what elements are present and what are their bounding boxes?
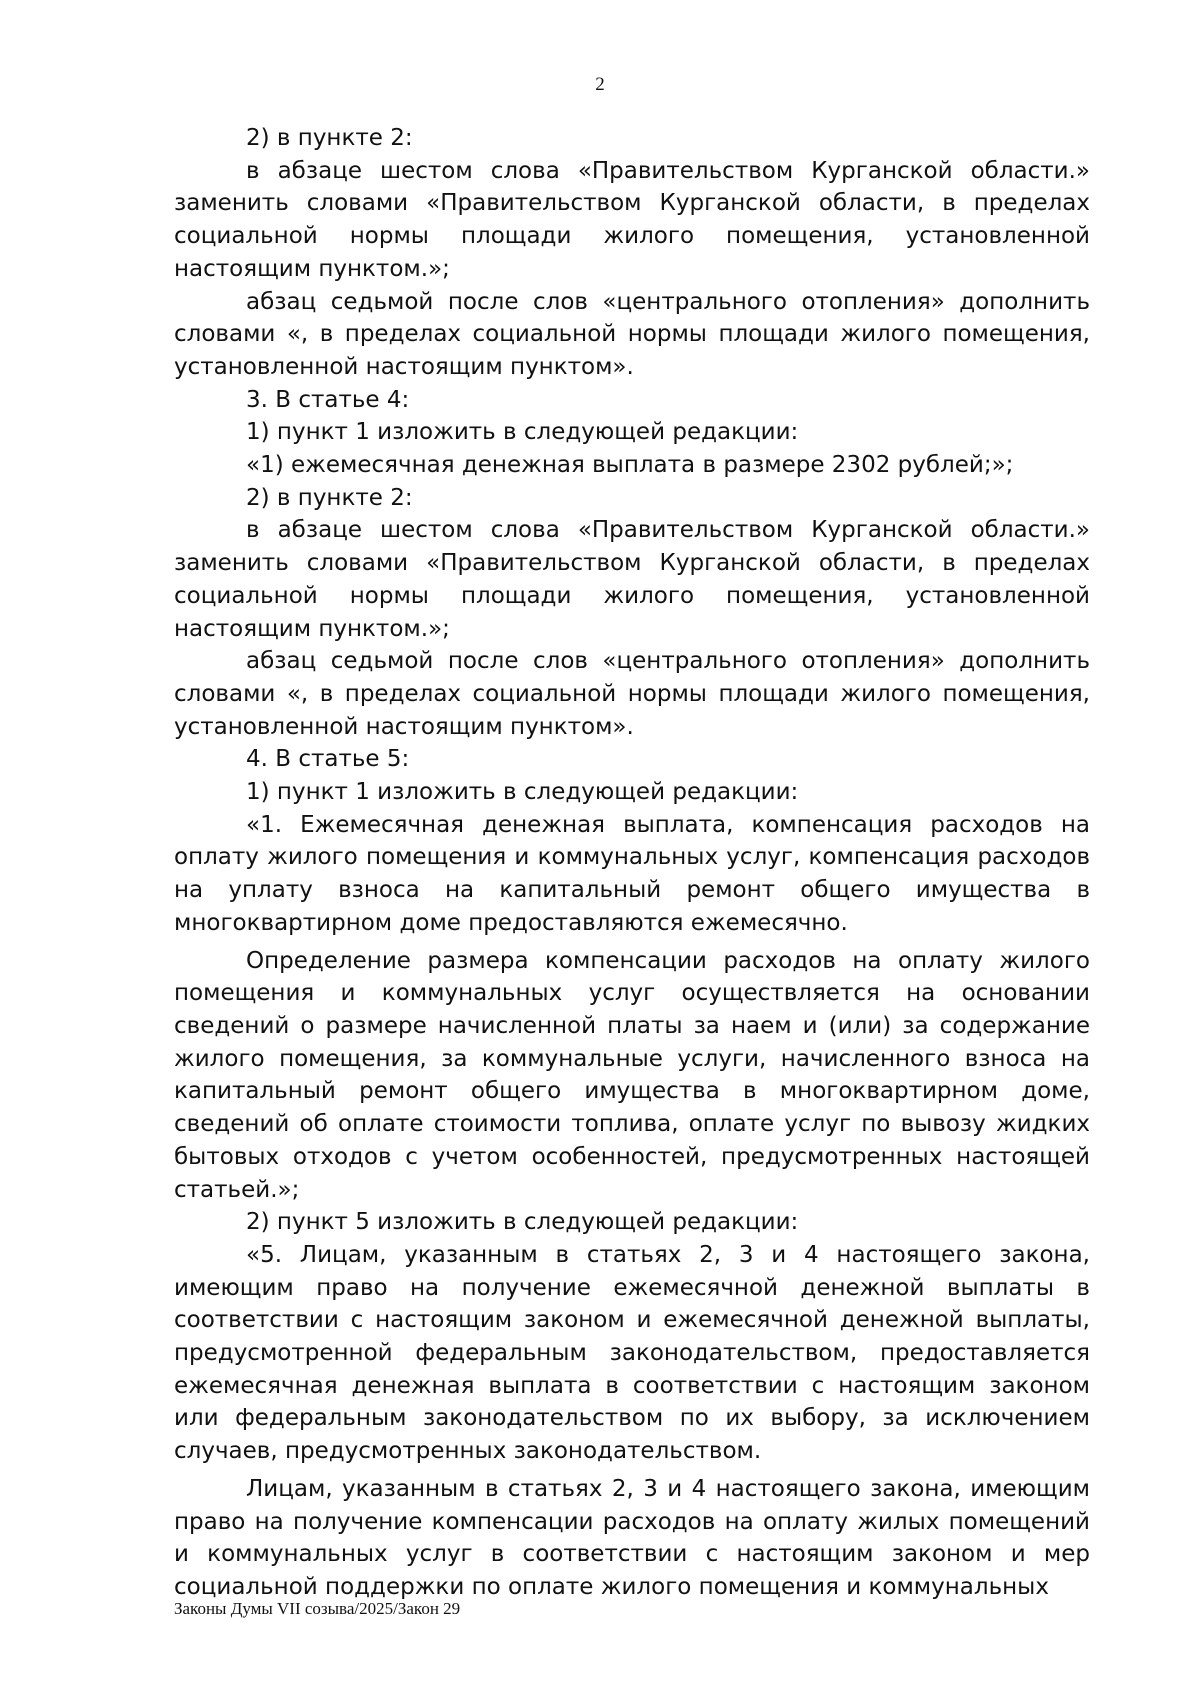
paragraph: в абзаце шестом слова «Правительством Курганской области.» заменить словами «Правительством Курганской области, в пределах социальной нормы площади жилого помещения, установленной настоящим пунктом.»;: [174, 157, 1090, 282]
paragraph: 1) пункт 1 изложить в следующей редакции:: [246, 419, 799, 446]
paragraph: «1. Ежемесячная денежная выплата, компенсация расходов на оплату жилого помещения и коммунальных услуг, компенсация расходов на уплату взноса на капитальный ремонт общего имущества в многоквартирном доме предоставляются ежемесячно.: [174, 811, 1090, 936]
paragraph: «5. Лицам, указанным в статьях 2, 3 и 4 настоящего закона, имеющим право на получение ежемесячной денежной выплаты в соответствии с настоящим законом и ежемесячной денежной выплаты, предусмотренной федеральным законодательством, предоставляется ежемесячная денежная выплата в соответствии с настоящим законом или федеральным законодательством по их выбору, за исключением случаев, предусмотренных законодательством.: [174, 1241, 1090, 1465]
paragraph: абзац седьмой после слов «центрального отопления» дополнить словами «, в пределах социальной нормы площади жилого помещения, установленной настоящим пунктом».: [174, 288, 1090, 380]
paragraph: Определение размера компенсации расходов на оплату жилого помещения и коммунальных услуг осуществляется на основании сведений о размере начисленной платы за наем и (или) за содержание жилого помещения, за коммунальные услуги, начисленного взноса на капитальный ремонт общего имущества в многоквартирном доме, сведений об оплате стоимости топлива, оплате услуг по вывозу жидких бытовых отходов с учетом особенностей, предусмотренных настоящей статьей.»;: [174, 947, 1090, 1203]
paragraph: 2) в пункте 2:: [246, 484, 413, 511]
paragraph: 3. В статье 4:: [246, 386, 410, 413]
paragraph: абзац седьмой после слов «центрального отопления» дополнить словами «, в пределах социальной нормы площади жилого помещения, установленной настоящим пунктом».: [174, 648, 1090, 740]
paragraph: «1) ежемесячная денежная выплата в размере 2302 рублей;»;: [246, 452, 1014, 479]
paragraph: в абзаце шестом слова «Правительством Курганской области.» заменить словами «Правительством Курганской области, в пределах социальной нормы площади жилого помещения, установленной настоящим пунктом.»;: [174, 517, 1090, 642]
paragraph: 1) пункт 1 изложить в следующей редакции:: [246, 779, 799, 806]
page-number: 2: [595, 74, 605, 95]
paragraph: 2) в пункте 2:: [246, 125, 413, 151]
document-body: [174, 122, 1090, 1604]
paragraph: Лицам, указанным в статьях 2, 3 и 4 настоящего закона, имеющим право на получение компенсации расходов на оплату жилых помещений и коммунальных услуг в соответствии с настоящим законом и мер социальной поддержки по оплате жилого помещения и коммунальных: [174, 1475, 1090, 1600]
paragraph: 2) пункт 5 изложить в следующей редакции:: [246, 1209, 799, 1236]
paragraph: 4. В статье 5:: [246, 746, 410, 773]
document-footer: Законы Думы VII созыва/2025/Закон 29: [174, 1599, 461, 1618]
